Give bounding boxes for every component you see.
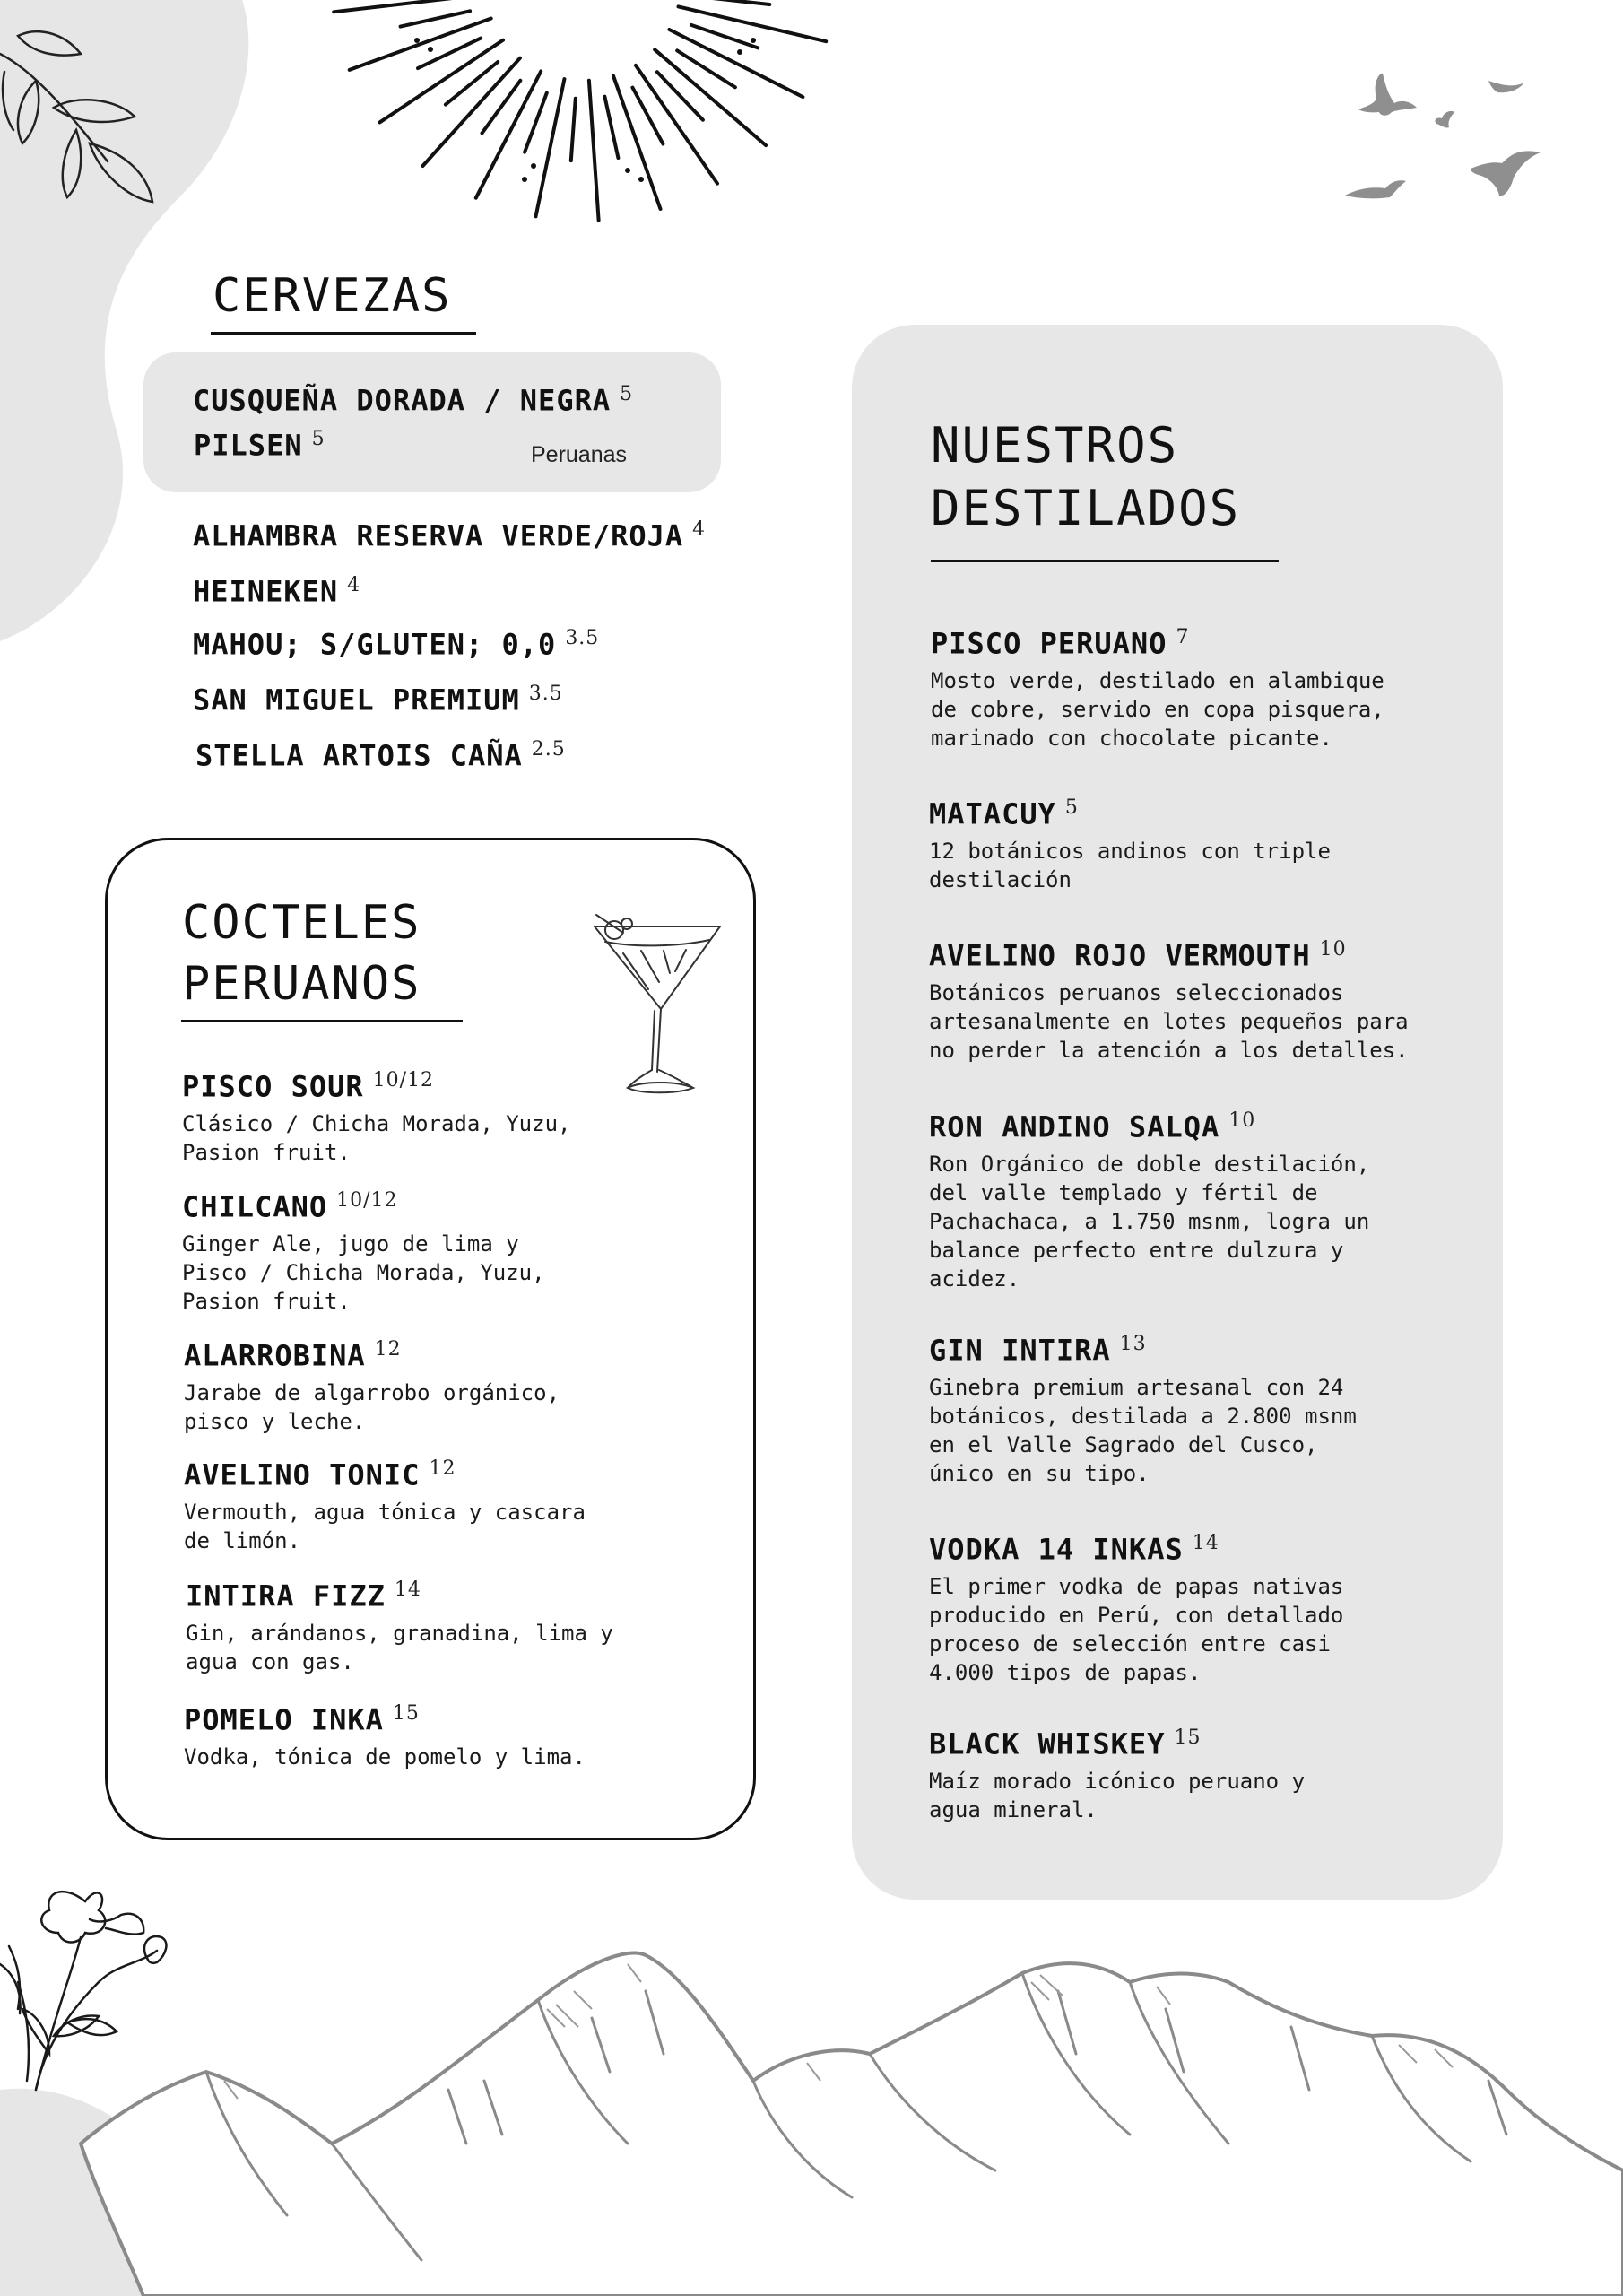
spirit-desc: Ginebra premium artesanal con 24 botánicos, destilada a 2.800 msnm en el Valle Sagrado del Cusco, único en su tipo. bbox=[929, 1374, 1357, 1486]
beer-price: 4 bbox=[692, 518, 707, 541]
mountains-icon bbox=[0, 1874, 1623, 2296]
beer-name: CUSQUEÑA DORADA / NEGRA bbox=[193, 383, 612, 418]
beer-item bbox=[193, 518, 706, 553]
spirit-name: GIN INTIRA bbox=[929, 1333, 1111, 1368]
cocktail-item bbox=[182, 1189, 684, 1316]
cocteles-title bbox=[182, 892, 421, 1014]
peruanas-box bbox=[143, 352, 721, 492]
beer-item bbox=[193, 574, 360, 609]
cocktail-name-row bbox=[186, 1578, 688, 1613]
spirit-desc: Mosto verde, destilado en alambique de cobre, servido en copa pisquera, marinado con chocolate picante. bbox=[931, 667, 1384, 751]
destilados-underline bbox=[931, 560, 1279, 562]
cervezas-underline bbox=[211, 332, 476, 335]
spirit-price: 14 bbox=[1192, 1532, 1219, 1554]
beer-name: MAHOU; S/GLUTEN; 0,0 bbox=[193, 627, 557, 662]
cocktail-item bbox=[184, 1702, 686, 1771]
spirit-item bbox=[929, 1532, 1485, 1687]
spirit-name: VODKA 14 INKAS bbox=[929, 1532, 1184, 1567]
spirit-desc: Ron Orgánico de doble destilación, del valle templado y fértil de Pachachaca, a 1.750 msnm, logra un balance perfecto entre dulzura y acidez. bbox=[929, 1151, 1370, 1292]
peruanas-label: Peruanas bbox=[531, 442, 628, 467]
cocktail-desc: Vodka, tónica de pomelo y lima. bbox=[184, 1744, 586, 1770]
cocktail-desc: Ginger Ale, jugo de lima y Pisco / Chicha Morada, Yuzu, Pasion fruit. bbox=[182, 1231, 545, 1314]
beer-price: 4 bbox=[347, 574, 361, 596]
destilados-title bbox=[931, 414, 1240, 540]
spirit-name-row bbox=[931, 626, 1487, 661]
beer-price: 2.5 bbox=[531, 738, 566, 761]
spirit-item bbox=[929, 1109, 1485, 1293]
cocktail-name-row bbox=[184, 1702, 686, 1737]
spirit-item bbox=[931, 626, 1487, 752]
cocktail-name: CHILCANO bbox=[182, 1189, 328, 1224]
cocktail-name: ALARROBINA bbox=[184, 1338, 366, 1373]
leaves-icon bbox=[0, 18, 179, 206]
beer-item bbox=[194, 428, 325, 463]
beer-name: STELLA ARTOIS CAÑA bbox=[195, 738, 523, 773]
spirit-desc: 12 botánicos andinos con triple destilación bbox=[929, 838, 1331, 892]
cocteles-underline bbox=[181, 1020, 463, 1022]
destilados-title-line2: DESTILADOS bbox=[931, 480, 1241, 536]
cocktail-name: AVELINO TONIC bbox=[184, 1457, 421, 1492]
cocteles-title-line1: COCTELES bbox=[182, 896, 421, 950]
cocktail-name: PISCO SOUR bbox=[182, 1069, 364, 1104]
cocktail-desc: Clásico / Chicha Morada, Yuzu, Pasion fruit. bbox=[182, 1110, 571, 1165]
beer-price: 5 bbox=[311, 428, 325, 450]
spirit-price: 10 bbox=[1319, 938, 1347, 961]
sun-icon bbox=[332, 0, 834, 269]
spirit-desc: Botánicos peruanos seleccionados artesanalmente en lotes pequeños para no perder la atención a los detalles. bbox=[929, 979, 1409, 1063]
spirit-desc: El primer vodka de papas nativas producido en Perú, con detallado proceso de selección entre casi 4.000 tipos de papas. bbox=[929, 1573, 1344, 1685]
spirit-item bbox=[929, 796, 1485, 894]
cocktail-desc: Jarabe de algarrobo orgánico, pisco y leche. bbox=[184, 1379, 560, 1434]
beer-name: HEINEKEN bbox=[193, 574, 339, 609]
cocktail-item bbox=[184, 1457, 686, 1555]
beer-price: 3.5 bbox=[565, 627, 600, 649]
cervezas-title: CERVEZAS bbox=[213, 269, 452, 323]
cocktail-price: 14 bbox=[394, 1578, 421, 1601]
beer-item bbox=[193, 627, 599, 662]
cocktail-item bbox=[186, 1578, 688, 1676]
cocktail-price: 10/12 bbox=[372, 1069, 435, 1091]
cocktail-price: 10/12 bbox=[336, 1189, 398, 1212]
birds-icon bbox=[1336, 63, 1560, 215]
spirit-name-row bbox=[929, 1109, 1485, 1144]
cocktail-name: INTIRA FIZZ bbox=[186, 1578, 386, 1613]
cocktail-name-row bbox=[184, 1338, 686, 1373]
cocktail-name: POMELO INKA bbox=[184, 1702, 384, 1737]
beer-item bbox=[193, 383, 633, 418]
cocktail-name-row bbox=[184, 1457, 686, 1492]
cocktail-desc: Vermouth, agua tónica y cascara de limón. bbox=[184, 1499, 586, 1553]
cocktail-item bbox=[182, 1069, 684, 1167]
spirit-item bbox=[929, 1726, 1485, 1824]
cocteles-title-line2: PERUANOS bbox=[182, 957, 421, 1011]
cocktail-price: 15 bbox=[392, 1702, 420, 1725]
spirit-price: 10 bbox=[1228, 1109, 1256, 1132]
beer-price: 3.5 bbox=[528, 683, 563, 705]
cocktail-name-row bbox=[182, 1069, 684, 1104]
spirit-name-row bbox=[929, 1726, 1485, 1761]
spirit-price: 5 bbox=[1064, 796, 1079, 819]
spirit-price: 7 bbox=[1176, 626, 1190, 648]
cocktail-price: 12 bbox=[374, 1338, 402, 1361]
spirit-item bbox=[929, 1333, 1485, 1488]
beer-price: 5 bbox=[620, 383, 634, 405]
spirit-name-row bbox=[929, 1333, 1485, 1368]
spirit-price: 13 bbox=[1119, 1333, 1147, 1355]
spirit-name-row bbox=[929, 796, 1485, 831]
beer-name: SAN MIGUEL PREMIUM bbox=[193, 683, 520, 718]
spirit-name: PISCO PERUANO bbox=[931, 626, 1167, 661]
cocktail-price: 12 bbox=[429, 1457, 456, 1480]
spirit-name: AVELINO ROJO VERMOUTH bbox=[929, 938, 1311, 973]
destilados-title-line1: NUESTROS bbox=[931, 417, 1179, 474]
beer-name: PILSEN bbox=[194, 428, 303, 463]
beer-item bbox=[193, 683, 563, 718]
spirit-name: MATACUY bbox=[929, 796, 1056, 831]
spirit-name: BLACK WHISKEY bbox=[929, 1726, 1166, 1761]
beer-item bbox=[195, 738, 566, 773]
spirit-name-row bbox=[929, 1532, 1485, 1567]
spirit-price: 15 bbox=[1174, 1726, 1202, 1749]
spirit-name: RON ANDINO SALQA bbox=[929, 1109, 1220, 1144]
cocktail-name-row bbox=[182, 1189, 684, 1224]
spirit-item bbox=[929, 938, 1485, 1065]
spirit-desc: Maíz morado icónico peruano y agua mineral. bbox=[929, 1768, 1306, 1822]
spirit-name-row bbox=[929, 938, 1485, 973]
cocktail-item bbox=[184, 1338, 686, 1436]
cocktail-desc: Gin, arándanos, granadina, lima y agua con gas. bbox=[186, 1620, 613, 1674]
beer-name: ALHAMBRA RESERVA VERDE/ROJA bbox=[193, 518, 684, 553]
